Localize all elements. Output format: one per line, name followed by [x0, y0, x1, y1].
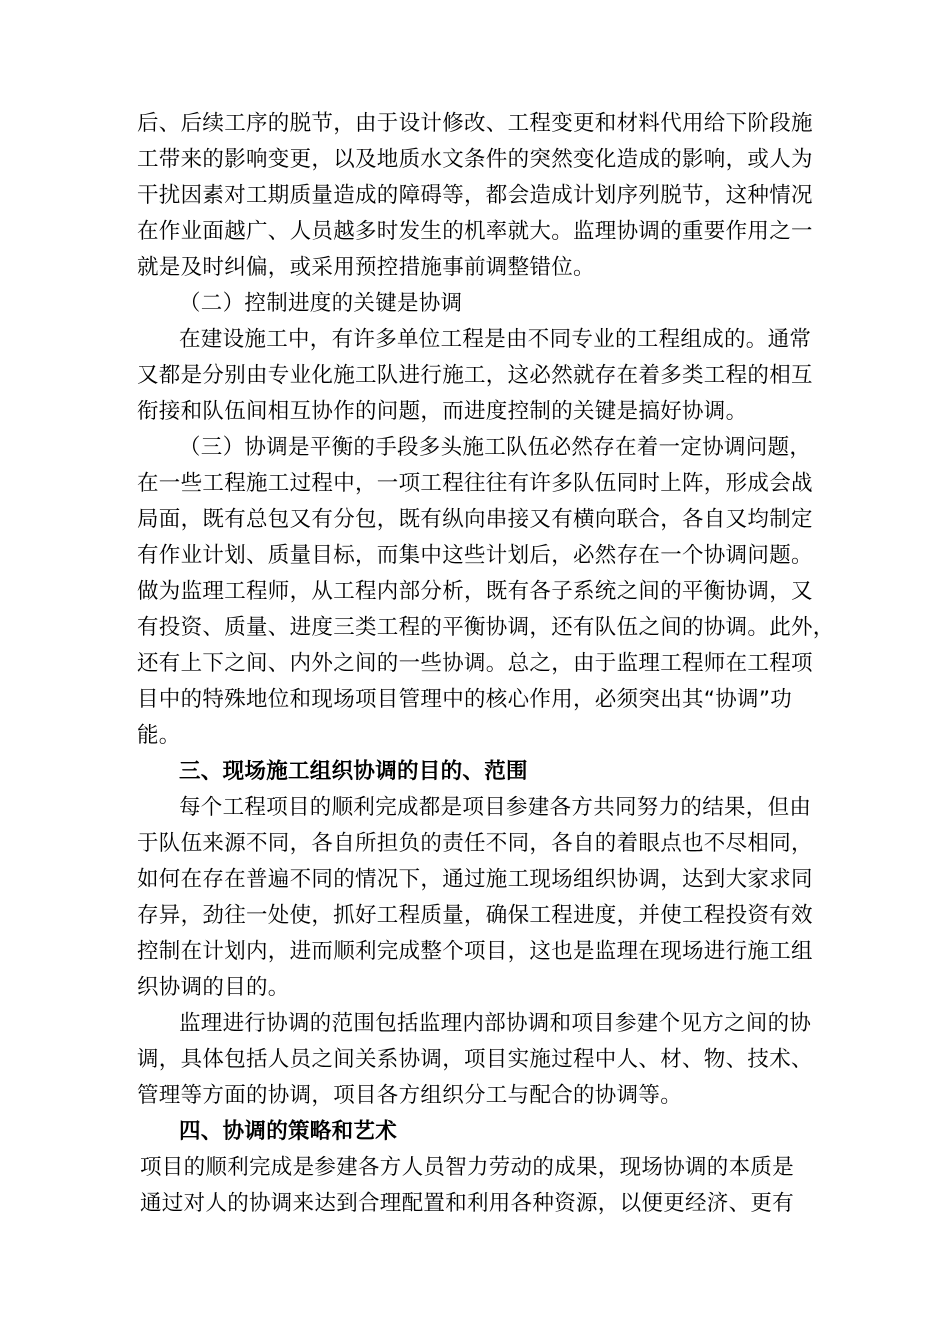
paragraph-line: 局面，既有总包又有分包，既有纵向串接又有横向联合，各自又均制定: [137, 507, 813, 532]
subheading: （二）控制进度的关键是协调: [179, 291, 463, 316]
paragraph-line: 衔接和队伍间相互协作的问题，而进度控制的关键是搞好协调。: [137, 399, 748, 424]
paragraph-line: 于队伍来源不同，各自所担负的责任不同，各自的着眼点也不尽相同，: [137, 831, 813, 856]
paragraph-line: 在建设施工中，有许多单位工程是由不同专业的工程组成的。通常: [179, 327, 812, 352]
paragraph-line: 做为监理工程师，从工程内部分析，既有各子系统之间的平衡协调，又: [137, 579, 813, 604]
paragraph-line: 目中的特殊地位和现场项目管理中的核心作用，必须突出其“协调”功: [137, 687, 793, 712]
paragraph-line: 织协调的目的。: [137, 975, 290, 1000]
section-heading: 四、协调的策略和艺术: [179, 1119, 398, 1144]
paragraph-line: 通过对人的协调来达到合理配置和利用各种资源，以便更经济、更有: [140, 1191, 795, 1216]
paragraph-line: 能。: [137, 723, 181, 748]
section-heading: 三、现场施工组织协调的目的、范围: [179, 759, 528, 784]
paragraph-line: 干扰因素对工期质量造成的障碍等，都会造成计划序列脱节，这种情况: [137, 183, 813, 208]
paragraph-line: 每个工程项目的顺利完成都是项目参建各方共同努力的结果，但由: [179, 795, 812, 820]
paragraph-line: （三）协调是平衡的手段多头施工队伍必然存在着一定协调问题，: [179, 435, 812, 460]
paragraph-line: 控制在计划内，进而顺利完成整个项目，这也是监理在现场进行施工组: [137, 939, 813, 964]
paragraph-line: 项目的顺利完成是参建各方人员智力劳动的成果，现场协调的本质是: [140, 1155, 795, 1180]
paragraph-line: 调，具体包括人员之间关系协调，项目实施过程中人、材、物、技术、: [137, 1047, 813, 1072]
paragraph-line: 还有上下之间、内外之间的一些协调。总之，由于监理工程师在工程项: [137, 651, 813, 676]
paragraph-line: 如何在存在普遍不同的情况下，通过施工现场组织协调，达到大家求同: [137, 867, 813, 892]
paragraph-line: 就是及时纠偏，或采用预控措施事前调整错位。: [137, 255, 595, 280]
paragraph-line: 有作业计划、质量目标，而集中这些计划后，必然存在一个协调问题。: [137, 543, 813, 568]
paragraph-line: 又都是分别由专业化施工队进行施工，这必然就存在着多类工程的相互: [137, 363, 813, 388]
paragraph-line: 后、后续工序的脱节，由于设计修改、工程变更和材料代用给下阶段施: [137, 111, 813, 136]
paragraph-line: 在作业面越广、人员越多时发生的机率就大。监理协调的重要作用之一: [137, 219, 813, 244]
paragraph-line: 有投资、质量、进度三类工程的平衡协调，还有队伍之间的协调。此外，: [137, 615, 835, 640]
paragraph-line: 在一些工程施工过程中，一项工程往往有许多队伍同时上阵，形成会战: [137, 471, 813, 496]
paragraph-line: 管理等方面的协调，项目各方组织分工与配合的协调等。: [137, 1083, 683, 1108]
paragraph-line: 工带来的影响变更，以及地质水文条件的突然变化造成的影响，或人为: [137, 147, 813, 172]
paragraph-line: 监理进行协调的范围包括监理内部协调和项目参建个见方之间的协: [179, 1011, 812, 1036]
paragraph-line: 存异，劲往一处使，抓好工程质量，确保工程进度，并使工程投资有效: [137, 903, 813, 928]
